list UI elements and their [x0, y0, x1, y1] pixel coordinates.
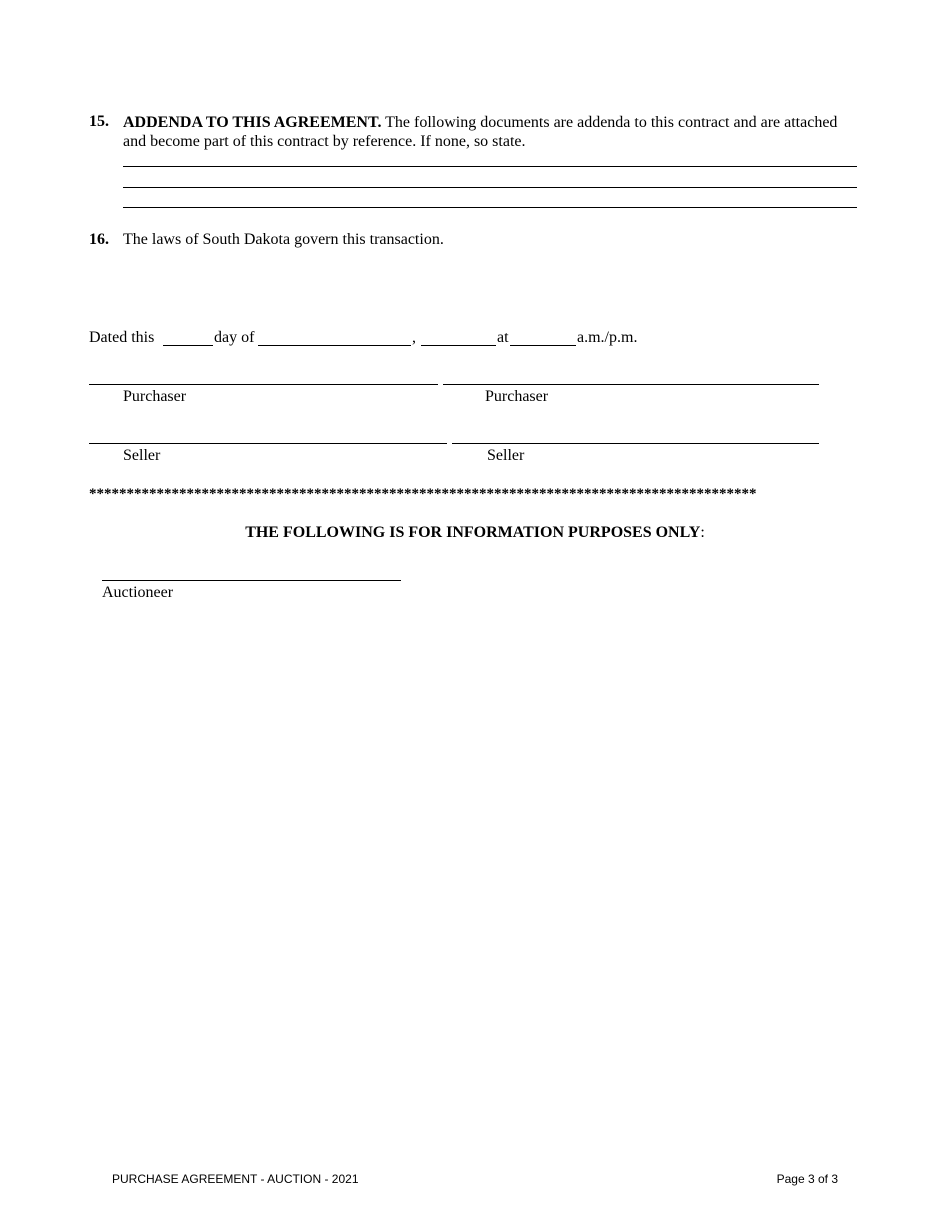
section-16-text: The laws of South Dakota govern this transaction. [123, 231, 444, 248]
section-15-heading: ADDENDA TO THIS AGREEMENT. [123, 114, 382, 131]
footer-title: PURCHASE AGREEMENT - AUCTION - 2021 [112, 1172, 359, 1186]
addenda-line-2[interactable] [123, 187, 857, 188]
dated-prefix: Dated this [89, 329, 155, 346]
information-heading-text: THE FOLLOWING IS FOR INFORMATION PURPOSES ONLY [245, 524, 701, 541]
seller-label-right: Seller [487, 447, 525, 464]
section-15-paragraph [123, 113, 858, 151]
year-blank[interactable] [421, 345, 496, 346]
addenda-line-1[interactable] [123, 166, 857, 167]
month-blank[interactable] [258, 345, 411, 346]
purchaser-signature-line-right[interactable] [443, 384, 819, 385]
seller-signature-line-right[interactable] [452, 443, 819, 444]
dated-comma: , [412, 329, 416, 346]
seller-signature-line-left[interactable] [89, 443, 447, 444]
time-blank[interactable] [510, 345, 576, 346]
purchaser-label-left: Purchaser [123, 388, 187, 405]
page-number: Page 3 of 3 [776, 1172, 838, 1186]
purchaser-label-right: Purchaser [485, 388, 549, 405]
information-heading [0, 524, 950, 542]
section-16-number: 16. [89, 231, 109, 248]
asterisk-separator: ***************************************************************************************** [89, 486, 757, 502]
seller-label-left: Seller [123, 447, 161, 464]
section-15-text: The following documents are addenda to this contract and are attached and become part of this contract by reference. If none, so state. [123, 114, 838, 150]
day-of-label: day of [214, 329, 255, 346]
day-blank[interactable] [163, 345, 213, 346]
auctioneer-signature-line[interactable] [102, 580, 401, 581]
at-label: at [497, 329, 509, 346]
am-pm-label: a.m./p.m. [577, 329, 638, 346]
auctioneer-label: Auctioneer [102, 584, 174, 601]
addenda-line-3[interactable] [123, 207, 857, 208]
information-heading-colon: : [700, 524, 705, 541]
purchaser-signature-line-left[interactable] [89, 384, 438, 385]
section-15-number: 15. [89, 113, 109, 130]
